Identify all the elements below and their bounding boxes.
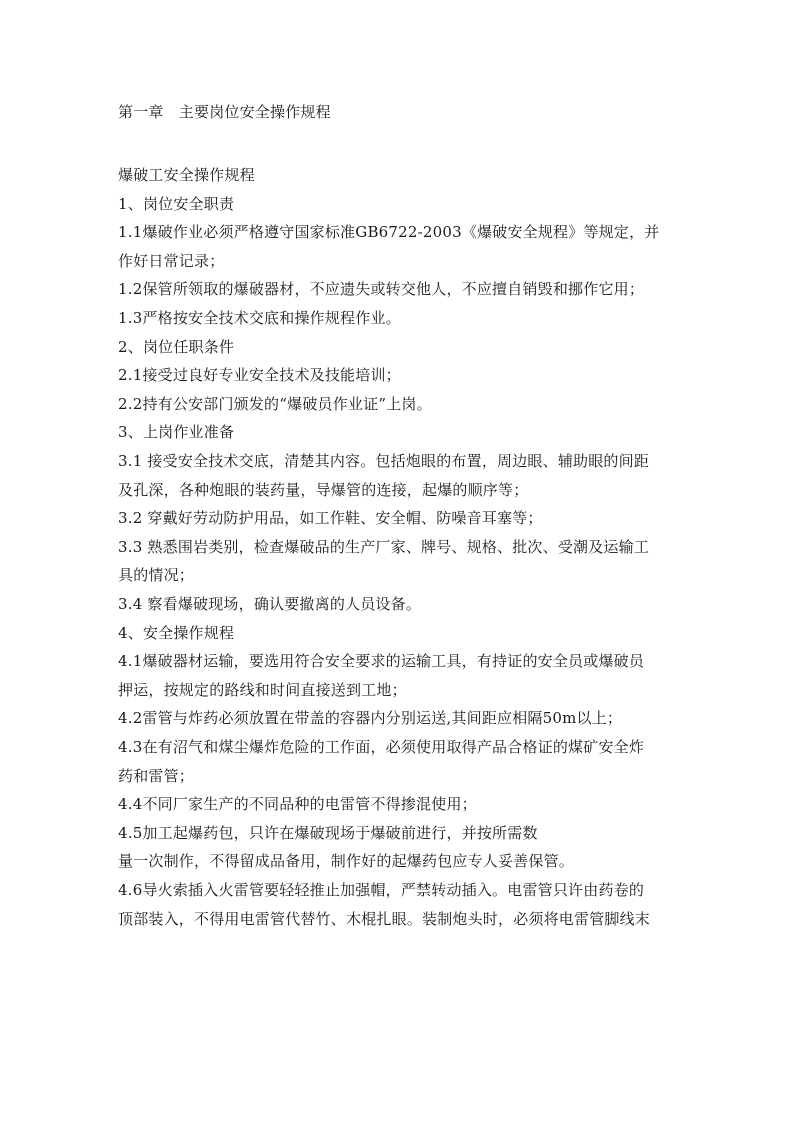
paragraph-line: 顶部装入，不得用电雷管代替竹、木棍扎眼。装制炮头时，必须将电雷管脚线末 [118,910,651,928]
paragraph-line: 及孔深，各种炮眼的装药量，导爆管的连接，起爆的顺序等； [118,481,529,499]
paragraph-line: 药和雷管； [118,767,195,785]
paragraph-line: 4.2雷管与炸药必须放置在带盖的容器内分别运送,其间距应相隔50m以上； [118,709,623,727]
paragraph-line: 作好日常记录； [118,252,225,270]
paragraph-line: 3.2 穿戴好劳动防护用品，如工作鞋、安全帽、防噪音耳塞等； [118,509,543,527]
paragraph-line: 1.3严格按安全技术交底和操作规程作业。 [118,309,401,327]
section-title: 爆破工安全操作规程 [118,166,255,184]
paragraph-line: 3.3 熟悉围岩类别，检查爆破品的生产厂家、牌号、规格、批次、受潮及运输工 [118,538,650,556]
chapter-title: 第一章 主要岗位安全操作规程 [118,103,331,121]
paragraph-line: 4.1爆破器材运输，要选用符合安全要求的运输工具，有持证的安全员或爆破员 [118,652,645,670]
heading-preparation: 3、上岗作业准备 [118,423,235,441]
paragraph-line: 2.2持有公安部门颁发的“爆破员作业证”上岗。 [118,395,432,413]
heading-qualifications: 2、岗位任职条件 [118,338,235,356]
paragraph-line: 2.1接受过良好专业安全技术及技能培训； [118,366,401,384]
paragraph-line: 3.1 接受安全技术交底，清楚其内容。包括炮眼的布置，周边眼、辅助眼的间距 [118,452,650,470]
paragraph-line: 3.4 察看爆破现场，确认要撤离的人员设备。 [118,595,422,613]
paragraph-line: 1.1爆破作业必须严格遵守国家标准GB6722-2003《爆破安全规程》等规定，并 [118,223,660,241]
paragraph-line: 量一次制作，不得留成品备用，制作好的起爆药包应专人妥善保管。 [118,852,575,870]
paragraph-line: 4.6导火索插入火雷管要轻轻推止加强帽，严禁转动插入。电雷管只许由药卷的 [118,881,645,899]
paragraph-line: 4.5加工起爆药包，只许在爆破现场于爆破前进行，并按所需数 [118,824,538,842]
paragraph-line: 4.4不同厂家生产的不同品种的电雷管不得掺混使用； [118,795,477,813]
paragraph-line: 1.2保管所领取的爆破器材，不应遗失或转交他人，不应擅自销毁和挪作它用； [118,280,645,298]
paragraph-line: 具的情况； [118,566,195,584]
heading-operation-rules: 4、安全操作规程 [118,624,235,642]
heading-duties: 1、岗位安全职责 [118,195,235,213]
paragraph-line: 押运，按规定的路线和时间直接送到工地； [118,681,407,699]
paragraph-line: 4.3在有沼气和煤尘爆炸危险的工作面，必须使用取得产品合格证的煤矿安全炸 [118,738,645,756]
